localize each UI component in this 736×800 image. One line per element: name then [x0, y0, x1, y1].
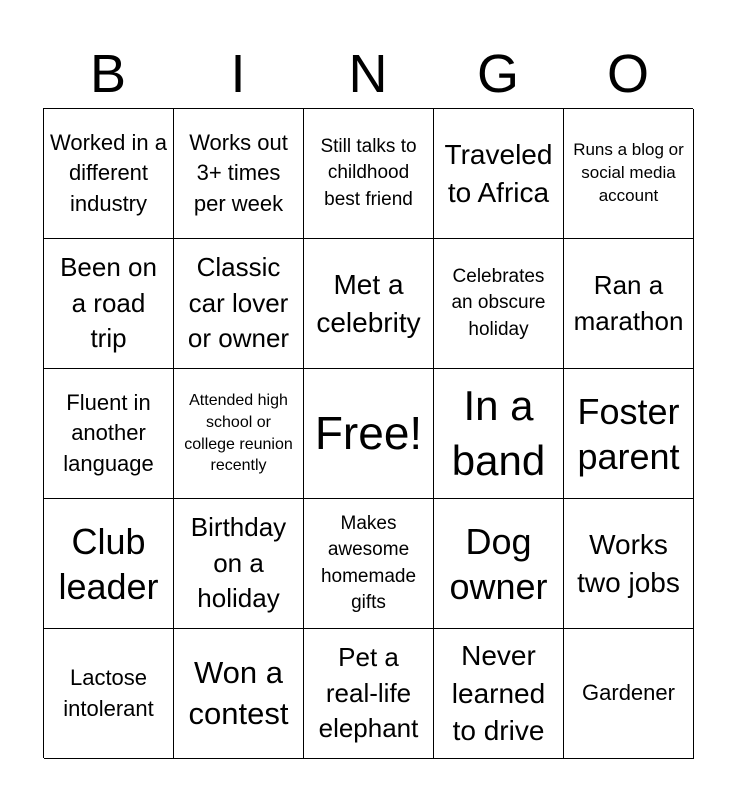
bingo-cell[interactable] — [434, 239, 564, 369]
bingo-cell[interactable] — [44, 369, 174, 499]
bingo-cell[interactable] — [44, 109, 174, 239]
bingo-cell-text: Met a celebrity — [316, 268, 421, 338]
bingo-cell[interactable] — [434, 369, 564, 499]
header-letter-i: I — [230, 44, 246, 104]
bingo-cell-text: Won a contest — [188, 655, 289, 731]
bingo-cell-text: Makes awesome homemade gifts — [320, 513, 417, 613]
bingo-cell[interactable] — [434, 499, 564, 629]
bingo-cell[interactable] — [174, 629, 304, 759]
bingo-cell[interactable] — [174, 499, 304, 629]
bingo-cell-text: Lactose intolerant — [63, 665, 154, 721]
bingo-cell[interactable] — [44, 239, 174, 369]
bingo-cell[interactable] — [564, 499, 694, 629]
bingo-cell[interactable] — [434, 109, 564, 239]
bingo-cell-text: Classic car lover or owner — [187, 251, 290, 354]
bingo-cell[interactable] — [174, 109, 304, 239]
bingo-cell-text: Foster parent — [577, 390, 680, 477]
bingo-cell-text: Been on a road trip — [60, 251, 157, 354]
bingo-cell[interactable] — [304, 239, 434, 369]
bingo-cell-text: Gardener — [582, 680, 675, 706]
free-space-cell[interactable] — [304, 369, 434, 499]
header-letter-g: G — [476, 44, 519, 104]
bingo-cell-text: Works out 3+ times per week — [189, 129, 288, 216]
bingo-cell[interactable] — [174, 239, 304, 369]
bingo-cell[interactable] — [44, 629, 174, 759]
bingo-cell-text: Pet a real-life elephant — [318, 641, 419, 744]
bingo-cell-text: Ran a marathon — [573, 269, 684, 336]
bingo-cell-text: Birthday on a holiday — [190, 511, 287, 614]
bingo-cell-text: Attended high school or college reunion recently — [184, 392, 293, 475]
bingo-cell[interactable] — [304, 629, 434, 759]
bingo-cell[interactable] — [434, 629, 564, 759]
bingo-board — [43, 108, 693, 758]
bingo-cell-text: Worked in a different industry — [50, 129, 167, 216]
bingo-header — [43, 40, 693, 108]
bingo-cell-text: Still talks to childhood best friend — [320, 136, 417, 210]
bingo-cell-text: In a band — [451, 381, 546, 484]
bingo-cell[interactable] — [304, 499, 434, 629]
bingo-cell[interactable] — [304, 109, 434, 239]
bingo-cell[interactable] — [564, 629, 694, 759]
bingo-cell-text: Fluent in another language — [63, 389, 154, 476]
header-letter-n: N — [348, 44, 388, 104]
bingo-cell-text: Never learned to drive — [451, 639, 546, 747]
header-letter-b: B — [89, 44, 127, 104]
bingo-cell-text: Works two jobs — [577, 528, 680, 598]
bingo-cell-text: Dog owner — [449, 520, 548, 607]
free-space-text: Free! — [314, 406, 423, 459]
bingo-cell-text: Runs a blog or social media account — [573, 140, 684, 205]
bingo-cell[interactable] — [564, 109, 694, 239]
header-letter-o: O — [606, 44, 649, 104]
bingo-cell-text: Traveled to Africa — [444, 138, 553, 208]
bingo-cell[interactable] — [174, 369, 304, 499]
bingo-cell[interactable] — [564, 239, 694, 369]
bingo-cell-text: Club leader — [58, 520, 159, 607]
bingo-cell-text: Celebrates an obscure holiday — [451, 266, 546, 340]
bingo-cell[interactable] — [564, 369, 694, 499]
bingo-cell[interactable] — [44, 499, 174, 629]
